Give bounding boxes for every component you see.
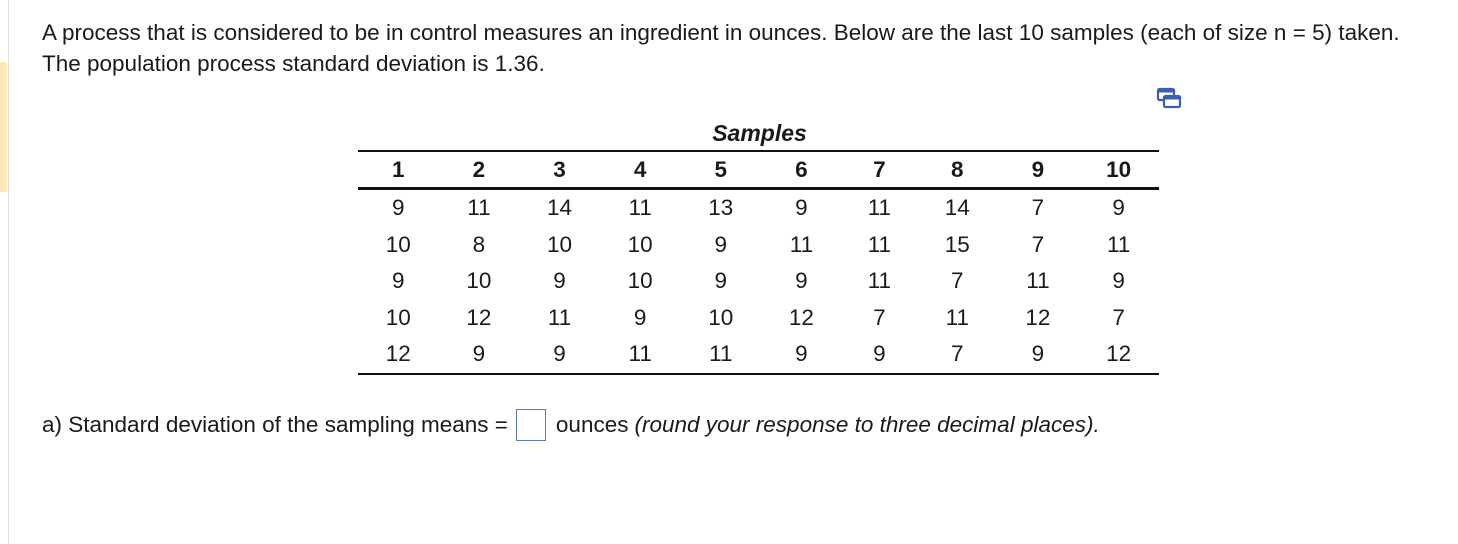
column-header: 3 bbox=[519, 151, 600, 189]
table-header-row bbox=[358, 151, 1159, 189]
table-cell: 11 bbox=[867, 231, 892, 257]
table-cell: 14 bbox=[547, 195, 573, 221]
left-margin-rule bbox=[8, 0, 9, 544]
table-row bbox=[358, 189, 1159, 227]
table-cell: 10 bbox=[627, 231, 653, 257]
question-text: A process that is considered to be in control measures an ingredient in ounces. Below are the last 10 samples (each of size n = 5) taken. The population process standard deviation is 1.36. bbox=[42, 20, 1400, 76]
column-header: 10 bbox=[1078, 151, 1159, 189]
table-cell: 15 bbox=[944, 231, 970, 257]
table-cell: 11 bbox=[681, 336, 762, 374]
table-cell: 10 bbox=[708, 304, 734, 330]
table-row bbox=[358, 300, 1159, 337]
table-cell: 7 bbox=[1031, 231, 1045, 257]
table-cell: 11 bbox=[467, 195, 491, 221]
table-cell: 9 bbox=[392, 195, 405, 221]
table-cell: 9 bbox=[761, 336, 842, 374]
table-row bbox=[358, 263, 1159, 300]
table-cell: 7 bbox=[873, 304, 886, 330]
answer-line bbox=[42, 407, 1100, 443]
column-header: 8 bbox=[917, 151, 998, 189]
column-header: 2 bbox=[439, 151, 520, 189]
table-cell: 9 bbox=[842, 336, 917, 374]
table-cell: 9 bbox=[633, 304, 647, 330]
table-cell: 12 bbox=[788, 304, 814, 330]
copy-table-icon[interactable] bbox=[1156, 87, 1182, 109]
table-cell: 11 bbox=[600, 336, 681, 374]
answer-input[interactable] bbox=[516, 409, 546, 441]
question-highlight-bar bbox=[0, 62, 7, 192]
table-cell: 9 bbox=[795, 195, 808, 221]
answer-hint: (round your response to three decimal places). bbox=[634, 412, 1100, 437]
table-cell: 9 bbox=[1112, 268, 1125, 294]
table-cell: 12 bbox=[358, 336, 439, 374]
table-cell: 11 bbox=[789, 231, 814, 257]
table-cell: 8 bbox=[472, 231, 486, 257]
table-cell: 7 bbox=[917, 336, 998, 374]
table-cell: 10 bbox=[385, 304, 411, 330]
table-cell: 12 bbox=[1078, 336, 1159, 374]
column-header: 6 bbox=[761, 151, 842, 189]
table-cell: 10 bbox=[627, 268, 653, 294]
column-header: 7 bbox=[842, 151, 917, 189]
table-cell: 9 bbox=[714, 231, 728, 257]
table-cell: 9 bbox=[714, 268, 728, 294]
table-cell: 7 bbox=[1031, 195, 1045, 221]
table-row bbox=[358, 227, 1159, 264]
table-cell: 7 bbox=[1112, 304, 1125, 330]
column-header: 9 bbox=[998, 151, 1079, 189]
table-cell: 9 bbox=[795, 268, 808, 294]
column-header: 4 bbox=[600, 151, 681, 189]
table-cell: 12 bbox=[466, 304, 492, 330]
table-cell: 11 bbox=[867, 268, 892, 294]
samples-table-title: Samples bbox=[712, 120, 807, 146]
table-cell: 9 bbox=[519, 336, 600, 374]
table-cell: 11 bbox=[1106, 231, 1131, 257]
column-header: 1 bbox=[358, 151, 439, 189]
table-cell: 10 bbox=[547, 231, 573, 257]
answer-unit: ounces bbox=[555, 412, 629, 437]
table-cell: 11 bbox=[1026, 268, 1050, 294]
table-cell: 10 bbox=[385, 231, 411, 257]
table-cell: 10 bbox=[466, 268, 492, 294]
table-cell: 9 bbox=[439, 336, 520, 374]
table-cell: 12 bbox=[1025, 304, 1051, 330]
table-cell: 11 bbox=[547, 304, 572, 330]
column-header: 5 bbox=[681, 151, 762, 189]
table-cell: 9 bbox=[392, 268, 405, 294]
table-cell: 9 bbox=[998, 336, 1079, 374]
table-cell: 11 bbox=[867, 195, 892, 221]
table-cell: 14 bbox=[944, 195, 970, 221]
samples-table-container bbox=[358, 116, 1159, 375]
samples-table bbox=[358, 150, 1159, 375]
answer-label: a) Standard deviation of the sampling means = bbox=[42, 412, 508, 437]
table-cell: 11 bbox=[945, 304, 969, 330]
table-cell: 9 bbox=[553, 268, 566, 294]
table-cell: 9 bbox=[1112, 195, 1125, 221]
table-cell: 7 bbox=[951, 268, 964, 294]
table-row bbox=[358, 336, 1159, 374]
table-cell: 13 bbox=[708, 195, 734, 221]
table-cell: 11 bbox=[628, 195, 652, 221]
